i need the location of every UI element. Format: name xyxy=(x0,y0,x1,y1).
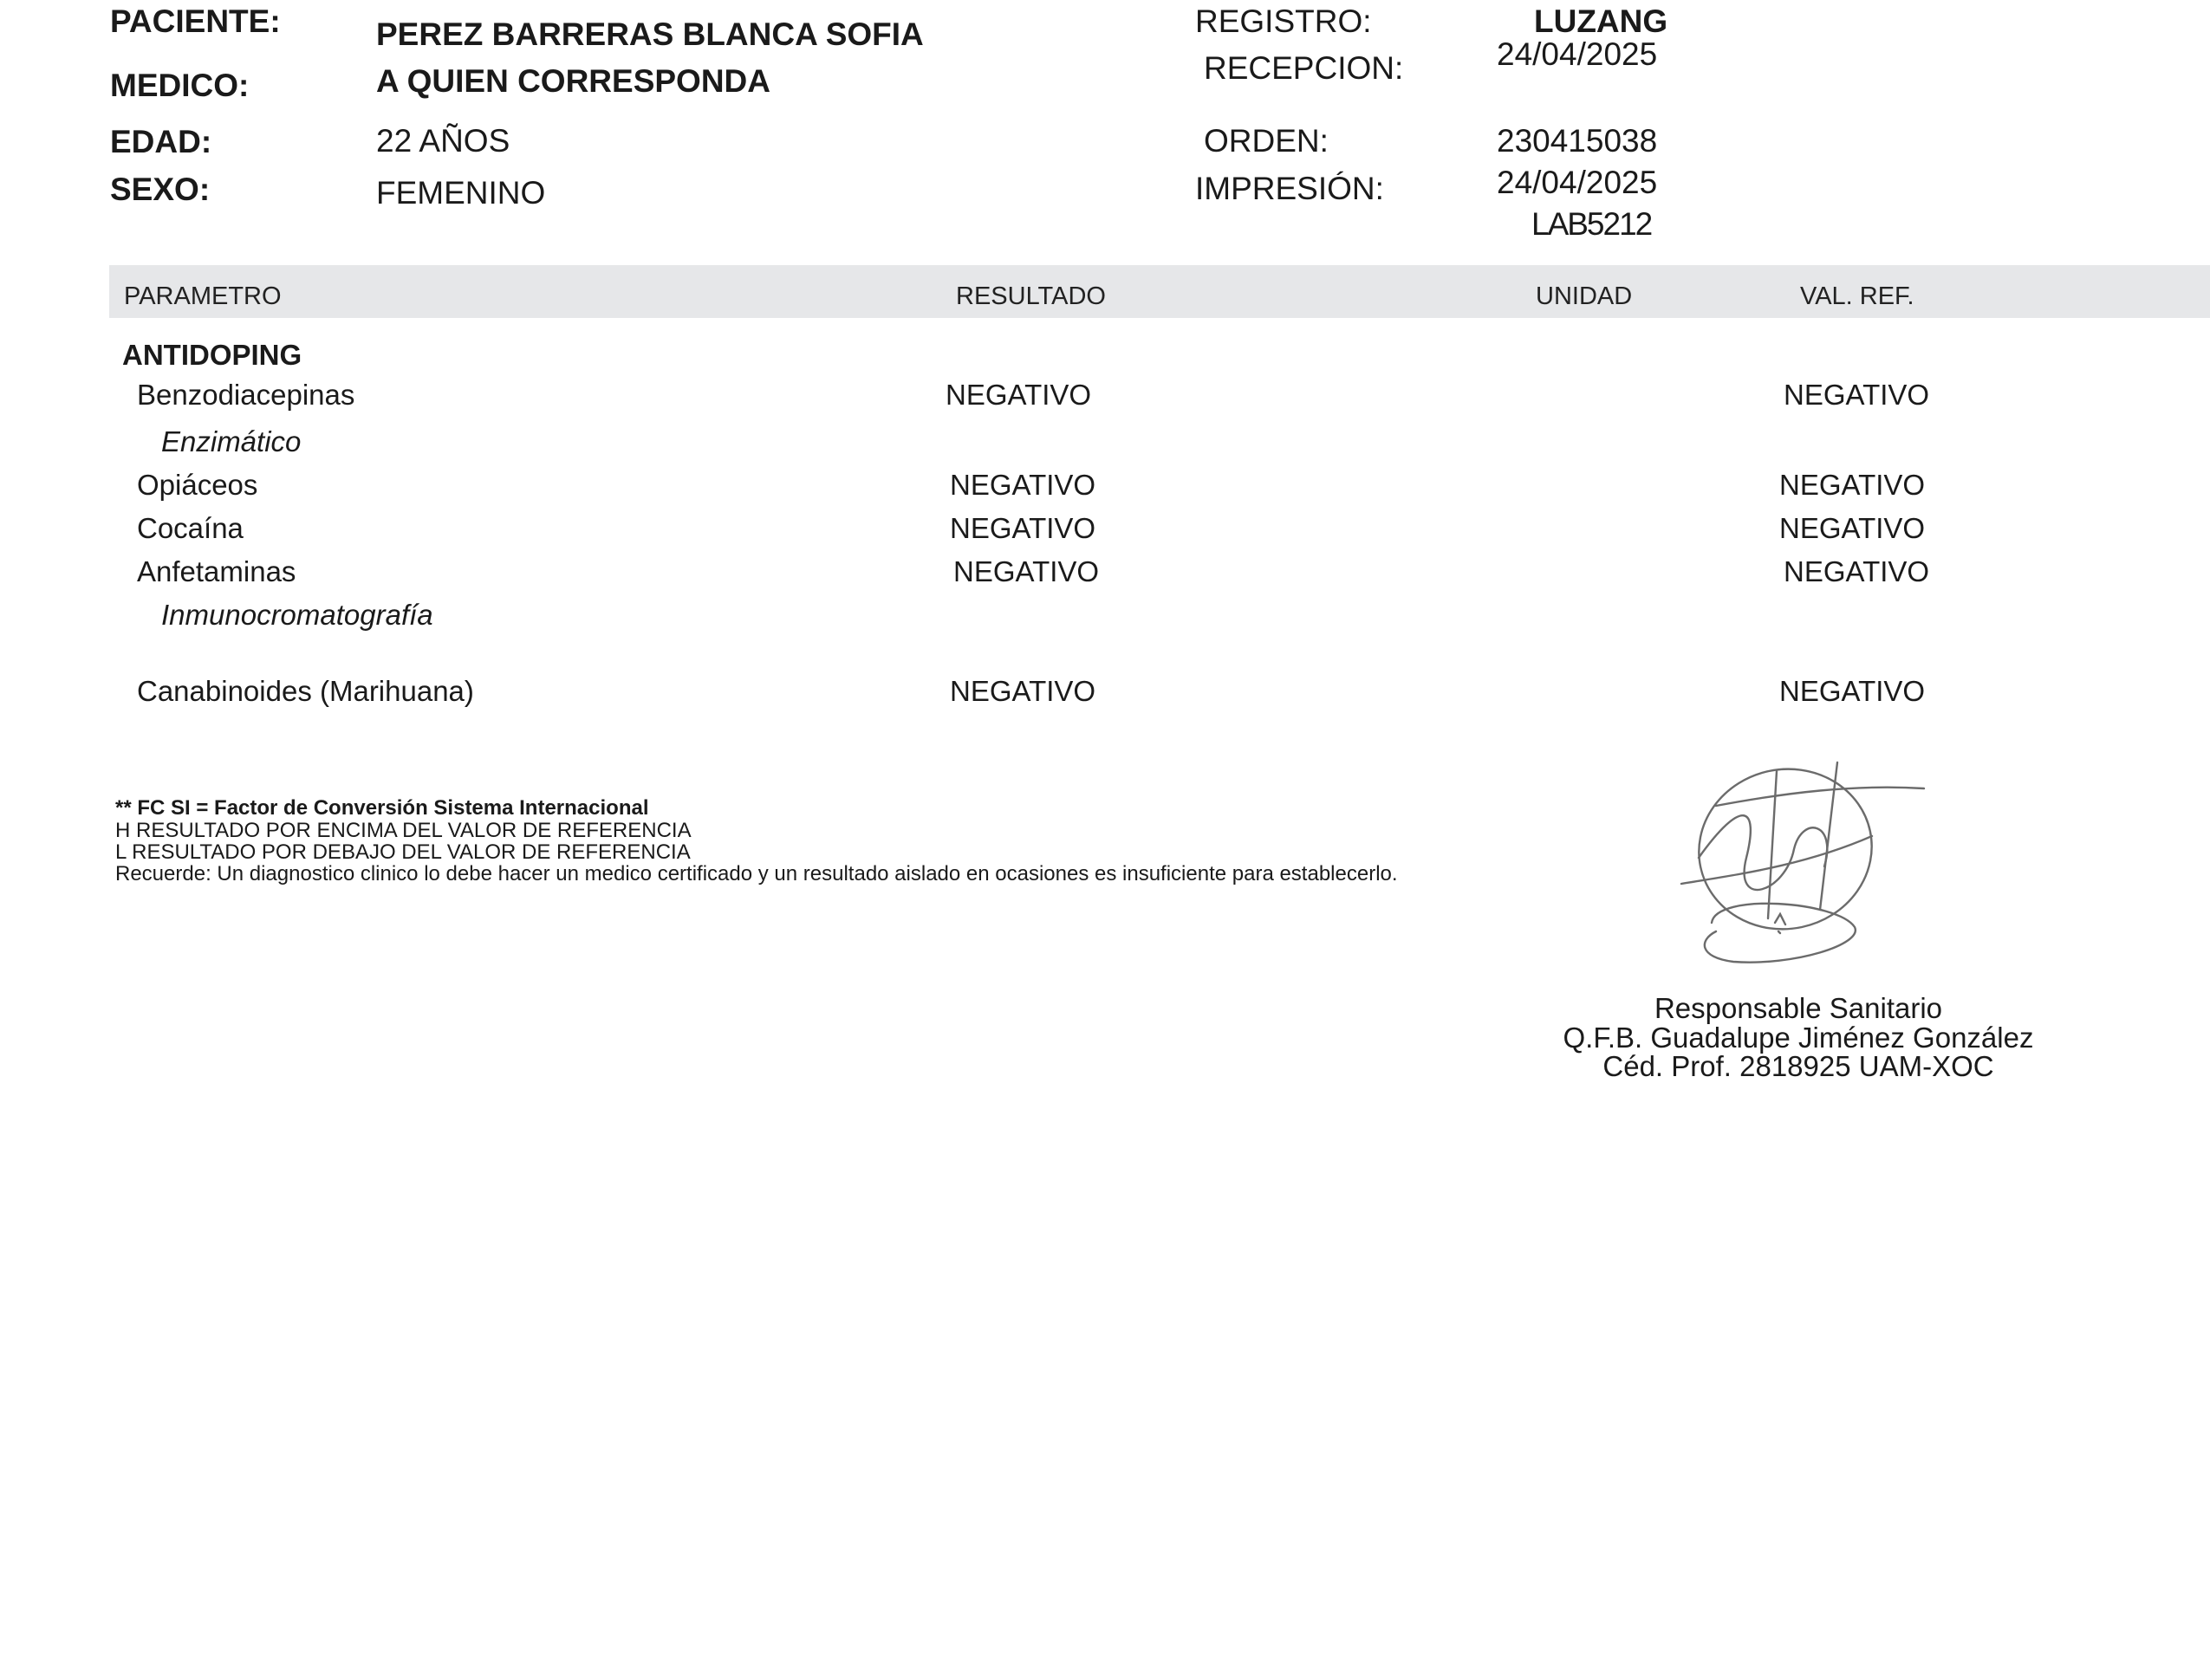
method-inmunocromatografia: Inmunocromatografía xyxy=(161,599,433,631)
note-fc: ** FC SI = Factor de Conversión Sistema Internacional xyxy=(115,796,649,820)
signature-stroke xyxy=(1716,788,1924,806)
table-header xyxy=(109,265,2210,318)
ref-opiaceos: NEGATIVO xyxy=(1779,469,1926,501)
registro-label: REGISTRO: xyxy=(1195,3,1372,39)
ref-cocaina: NEGATIVO xyxy=(1779,512,1926,544)
edad-value: 22 AÑOS xyxy=(376,123,510,159)
signature-image xyxy=(1664,754,1933,970)
method-enzimatico: Enzimático xyxy=(161,425,302,457)
result-benzodiacepinas: NEGATIVO xyxy=(946,379,1092,411)
param-opiaceos: Opiáceos xyxy=(137,469,258,501)
medico-value: A QUIEN CORRESPONDA xyxy=(376,63,771,99)
note-recuerde: Recuerde: Un diagnostico clinico lo debe hacer un medico certificado y un resultado aislado en ocasiones es insuficiente para establecerlo. xyxy=(115,862,1398,885)
param-canabinoides: Canabinoides (Marihuana) xyxy=(137,675,474,707)
signatory-cedula: Céd. Prof. 2818925 UAM-XOC xyxy=(1602,1050,1994,1082)
header-resultado: RESULTADO xyxy=(956,282,1106,310)
registro-value: LUZANG xyxy=(1534,3,1668,39)
header-parametro: PARAMETRO xyxy=(124,282,282,310)
header-valref: VAL. REF. xyxy=(1800,282,1914,310)
param-cocaina: Cocaína xyxy=(137,512,244,544)
orden-value: 230415038 xyxy=(1497,123,1658,159)
signatory-title: Responsable Sanitario xyxy=(1654,992,1943,1024)
sexo-value: FEMENINO xyxy=(376,175,546,211)
result-anfetaminas: NEGATIVO xyxy=(953,555,1100,587)
header-unidad: UNIDAD xyxy=(1536,282,1633,310)
result-canabinoides: NEGATIVO xyxy=(950,675,1096,707)
note-l: L RESULTADO POR DEBAJO DEL VALOR DE REFERENCIA xyxy=(115,840,691,864)
section-antidoping: ANTIDOPING xyxy=(122,339,302,371)
paciente-value: PEREZ BARRERAS BLANCA SOFIA xyxy=(376,16,924,52)
impresion-label: IMPRESIÓN: xyxy=(1195,171,1384,206)
result-cocaina: NEGATIVO xyxy=(950,512,1096,544)
ref-canabinoides: NEGATIVO xyxy=(1779,675,1926,707)
orden-label: ORDEN: xyxy=(1204,123,1329,159)
result-opiaceos: NEGATIVO xyxy=(950,469,1096,501)
edad-label: EDAD: xyxy=(110,124,212,159)
lab-code: LAB5212 xyxy=(1531,206,1652,242)
param-benzodiacepinas: Benzodiacepinas xyxy=(137,379,355,411)
impresion-value: 24/04/2025 xyxy=(1497,165,1658,200)
ref-anfetaminas: NEGATIVO xyxy=(1784,555,1930,587)
recepcion-value: 24/04/2025 xyxy=(1497,36,1658,72)
param-anfetaminas: Anfetaminas xyxy=(137,555,296,587)
signatory-name: Q.F.B. Guadalupe Jiménez González xyxy=(1563,1022,2034,1054)
note-h: H RESULTADO POR ENCIMA DEL VALOR DE REFERENCIA xyxy=(115,819,692,842)
medico-label: MEDICO: xyxy=(110,68,250,103)
signature-stroke xyxy=(1775,914,1785,933)
sexo-label: SEXO: xyxy=(110,172,211,207)
paciente-label: PACIENTE: xyxy=(110,3,281,39)
recepcion-label: RECEPCION: xyxy=(1204,50,1404,86)
ref-benzodiacepinas: NEGATIVO xyxy=(1784,379,1930,411)
